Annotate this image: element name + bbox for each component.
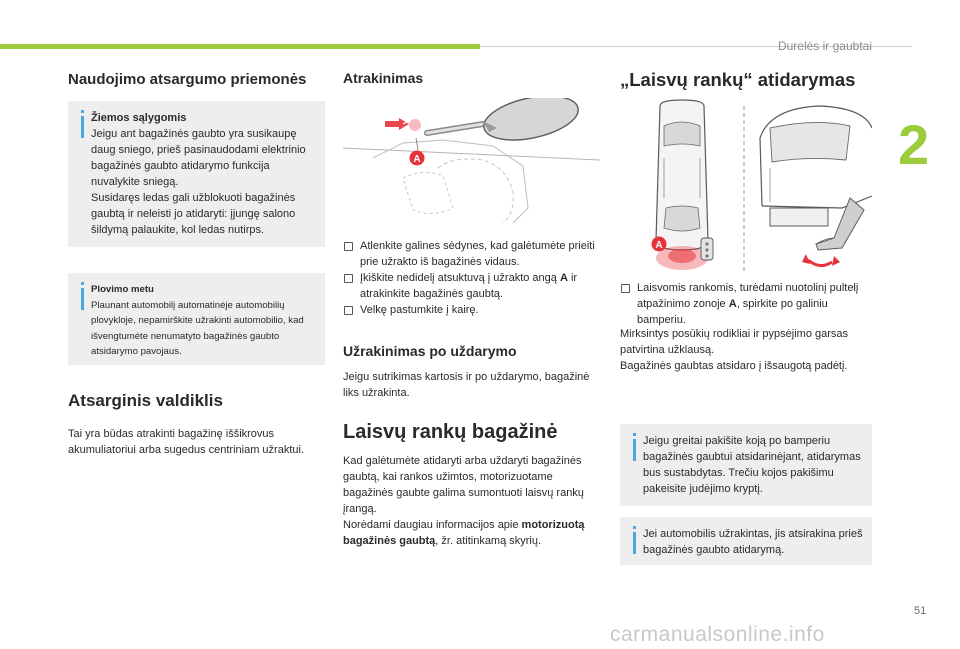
precautions-title: Naudojimo atsargumo priemonės [68,71,307,88]
info-icon [629,433,639,463]
handsfree-boot-link: motorizuotą bagažinės gaubtą [343,519,585,547]
handsfree-boot-title: Laisvų rankų bagažinė [343,421,558,443]
handsfree-step-text-a: Laisvomis rankomis, turėdami nuotolinį pultelį atpažinimo zonoje [637,282,859,310]
backup-control-text: Tai yra būdas atrakinti bagažinę iššikrovus akumuliatoriui arba sugedus centriniam užraktui. [68,428,305,456]
section-title: Durelės ir gaubtai [777,39,872,53]
washing-note-heading: Plovimo metu [91,284,154,295]
handsfree-step-ref: A [728,298,737,310]
unlock-illustration [343,98,600,223]
backup-control-title: Atsarginis valdiklis [68,391,223,410]
page-number: 51 [914,605,927,617]
header-accent-bar [0,44,480,49]
handsfree-illustration [620,98,872,274]
washing-note [68,273,325,365]
watermark: carmanualsonline.info [610,623,825,646]
info-icon [629,526,639,556]
washing-note-body: Plaunant automobilį automatinėje automobilių plovykloje, nepamirškite užrakinti automobilio, kad išvengtumėte nenumatyto bagažinės gaubto atsidarymo pavojaus. [91,299,304,357]
locking-title: Užrakinimas po uždarymo [343,343,517,359]
unlock-step [343,270,601,302]
unlock-step: Velkę pastumkite į kairę. [343,302,601,318]
marker-a-label: A [413,154,421,165]
unlock-step: Atlenkite galines sėdynes, kad galėtumėte prieiti prie užrakto iš bagažinės vidaus. [343,238,601,270]
winter-note-heading: Žiemos sąlygomis [91,112,187,124]
unlock-step-text-b: ir atrakinkite bagažinės gaubtą. [360,272,578,300]
locking-text: Jeigu sutrikimas kartosis ir po uždarymo, bagažinė liks užrakinta. [343,371,590,399]
handsfree-boot-text-2a: Norėdami daugiau informacijos apie [343,519,522,531]
unlock-steps [343,238,601,318]
handsfree-step-text-b: , spirkite po galiniu bamperiu. [637,298,828,326]
handsfree-step [620,280,872,328]
handsfree-boot-text-2b: , žr. atitinkamą skyrių. [435,535,542,547]
handsfree-confirmation-text: Mirksintys posūkių rodikliai ir pypsėjimo garsas patvirtina užklausą. Bagažinės gaubtas atsidaro į išsaugotą padėtį. [620,328,849,372]
handsfree-opening-title: „Laisvų rankų“ atidarymas [620,69,856,90]
unlock-step-ref: A [559,272,568,284]
marker-a-label: A [655,240,663,251]
chapter-number: 2 [898,113,930,176]
handsfree-boot-text [343,453,601,549]
info-icon [77,110,87,140]
reverse-direction-note-text: Jeigu greitai pakišite koją po bamperiu bagažinės gaubtui atsidarinėjant, atidarymas bus sustabdytas. Trečiu kojos pakišimu pakeisite judėjimo kryptį. [643,435,861,495]
info-icon [77,282,87,312]
reverse-direction-note [620,424,872,506]
winter-note [68,101,325,247]
unlock-step-text-a: Įkiškite nedidelį atsuktuvą į užrakto angą [360,272,560,284]
handsfree-boot-text-1: Kad galėtumėte atidaryti arba uždaryti bagažinės gaubtą, kai rankos užimtos, motorizuotame bagažinės gaubte galima sumontuoti laisvų rankų įrangą. [343,455,584,515]
winter-note-body: Jeigu ant bagažinės gaubto yra susikaupę daug sniego, prieš pasinaudodami elektrinio bagažinės gaubto atidarymo funkcija nuvalykite sniegą. Susidaręs ledas gali užblokuoti bagažinės gaubtą ir neleisti jo atidaryti: įjungę salono šildymą palaukite, kol ledas nutirps. [91,128,306,236]
locked-vehicle-note [620,517,872,565]
locked-vehicle-note-text: Jei automobilis užrakintas, jis atsirakina prieš bagažinės gaubto atidarymą. [643,528,863,556]
unlocking-title: Atrakinimas [343,70,424,86]
handsfree-steps [620,280,872,328]
